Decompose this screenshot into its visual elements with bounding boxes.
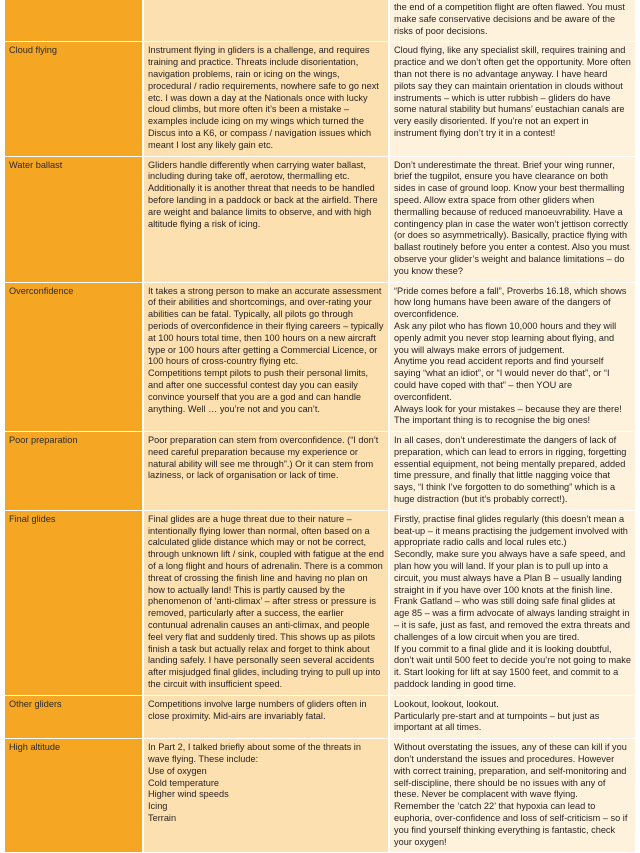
table-row (5, 282, 635, 432)
topic-label: Other gliders (9, 698, 62, 709)
threat-text: It takes a strong person to make an accurate assessment of their abilities and shortcomings, and over-rating your abilities can be fatal. Typically, all pilots go through periods of overconfidence in their flying careers – typically at 100 hours total time, then 100 hours on a new aircraft type or 100 hours after getting a Commercial Licence, or 100 hours of cross-country flying etc. (148, 285, 384, 367)
table-row (5, 510, 635, 695)
topic-cell (5, 510, 143, 695)
advice-text: Always look for your mistakes – because they are there! The important thing is to recognise the big ones! (394, 403, 622, 426)
topic-cell (5, 156, 143, 282)
advice-text: the end of a competition flight are often flawed. You must make safe conservative decisions and be aware of the risks of poor decisions. (394, 2, 625, 36)
advice-cell (389, 42, 635, 156)
threat-cell (143, 42, 389, 156)
topic-label: High altitude (9, 742, 61, 753)
threat-text: Gliders handle differently when carrying water ballast, including during take off, aerotow, thermalling etc. Additionally it is another threat that needs to be handled before landing in a paddock or back at the airfield. There are weight and balance limits to observe, and with high altitude flying a risk of icing. (148, 159, 378, 229)
topic-cell (5, 282, 143, 432)
threat-text: Poor preparation can stem from overconfidence. (“I don’t need careful preparation because my experience or natural ability will see me through”.) Or it can stem from laziness, or lack of organisation or lack of time. (148, 435, 379, 481)
threat-text: In Part 2, I talked briefly about some of the threats in wave flying. These include: (148, 742, 361, 765)
advice-text: Remember the ‘catch 22’ that hypoxia can lead to euphoria, over-confidence and loss of self-criticism – so if you find yourself thinking everything is fantastic, check your oxygen! (394, 801, 628, 847)
threat-cell (143, 510, 389, 695)
advice-cell (389, 510, 635, 695)
advice-text: Particularly pre-start and at turnpoints – but just as important at all times. (394, 710, 600, 733)
threat-cell (143, 282, 389, 432)
topic-label: Overconfidence (9, 285, 74, 296)
topic-cell (5, 739, 143, 853)
threat-list-item: Higher wind speeds (148, 789, 229, 800)
advice-cell (389, 156, 635, 282)
advice-text: In all cases, don’t underestimate the dangers of lack of preparation, which can lead to errors in rigging, forgetting essential equipment, not being mentally prepared, added time pressure, and finally that little nagging voice that says, “I think I’ve forgotten to do something” which is a huge distraction (but it’s probably correct!). (394, 435, 627, 505)
threat-text: Competitions tempt pilots to push their personal limits, and after one successful contest day you can easily convince yourself that you are a god and can handle anything. Well … you’re not and you can’t. (148, 368, 369, 414)
threat-cell (143, 432, 389, 511)
threat-text: Competitions involve large numbers of gliders often in close proximity. Mid-airs are invariably fatal. (148, 698, 367, 721)
threat-cell (143, 156, 389, 282)
threat-cell (143, 695, 389, 738)
table-row (5, 432, 635, 511)
threat-cell (143, 739, 389, 853)
advice-text: Cloud flying, like any specialist skill, requires training and practice and we don’t often get the opportunity. More often than not there is no advantage anyway. I have heard pilots say they can maintain orientation in clouds without instruments – which is utter rubbish – gliders do have some natural stability but humans’ eustachian canals are very easily disoriented. If you’re not an expert in instrument flying don’t try it in a contest! (394, 45, 631, 138)
topic-label: Water ballast (9, 159, 63, 170)
advice-text: “Pride comes before a fall”, Proverbs 16.18, which shows how long humans have been aware of the dangers of overconfidence. (394, 285, 627, 320)
topic-label: Poor preparation (9, 435, 78, 446)
advice-text: Frank Gatland – who was still doing safe final glides at age 85 – was a firm advocate of always landing straight in – it is safe, just as fast, and removed the extra threats and challenges of a low circuit when you are tired. (394, 596, 630, 642)
table-row (5, 156, 635, 282)
advice-text: Secondly, make sure you always have a safe speed, and plan how you will land. If your plan is to pull up into a circuit, you must always have a Plan B – usually landing straight in if you have over 100 knots at the finish line. (394, 549, 626, 595)
topic-cell (5, 695, 143, 738)
threats-table (5, 0, 635, 853)
topic-cell (5, 432, 143, 511)
threat-list-item: Cold temperature (148, 777, 219, 788)
advice-text: Anytime you read accident reports and find yourself saying “what an idiot”, or “I would never do that”, or “I could have coped with that” – then YOU are overconfident. (394, 356, 610, 402)
table-row (5, 0, 635, 42)
threat-list-item: Terrain (148, 813, 177, 823)
threat-list-item: Use of oxygen (148, 765, 207, 776)
topic-label: Cloud flying (9, 45, 58, 56)
threat-text: Final glides are a huge threat due to their nature – intentionally flying lower than normal, often based on a calculated glide distance which may or not be correct, through unknown lift / sink, coupled with fatigue at the end of a long flight and hours of adrenalin. There is a common threat of crossing the finish line and having no plan on how to actually land! This is partly caused by the phenomenon of ‘anti-climax’ – after stress or pressure is removed, particularly after a success, the earlier contunual adrenalin causes an anti-climax, and people feel very flat and suddenly tired. This shows up as pilots finish a task but actually relax and forget to think about landing safely. I have personally seen several accidents after misjudged final glides, including trying to pull up into the circuit with insufficient speed. (148, 513, 384, 690)
table-row (5, 739, 635, 853)
advice-text: Ask any pilot who has flown 10,000 hours and they will openly admit you never stop learning about flying, and you will always make errors of judgement. (394, 320, 617, 355)
topic-label: Final glides (9, 513, 56, 524)
topic-cell (5, 0, 143, 42)
advice-text: Lookout, lookout, lookout. (394, 698, 499, 709)
advice-cell (389, 739, 635, 853)
advice-cell (389, 695, 635, 738)
advice-text: Don’t underestimate the threat. Brief your wing runner, brief the tugpilot, ensure you have clearance on both sides in case of ground loop. Know your best thermalling speed. Allow extra space from other gliders when thermalling because of reduced manoeuvrability. Have a contingency plan in case the water won’t jettison correctly (or does so asymmetrically). Basically, practice flying with ballast routinely before you enter a contest. Also you must observe your glider’s weight and balance limitations – do you know these? (394, 159, 630, 276)
topic-cell (5, 42, 143, 156)
advice-cell (389, 282, 635, 432)
threat-text: Instrument flying in gliders is a challenge, and requires training and practice. Threats include disorientation, navigation problems, rain or icing on the wings, procedural / radio requirements, nowhere safe to go next etc. I was down a day at the Nationals once with lucky cloud climbs, but more often it’s been a mistake – examples include icing on my wings which turned the Discus into a K6, or compass / navigation issues which meant I lost any likely gain etc. (148, 45, 379, 150)
advice-text: Without overstating the issues, any of these can kill if you don’t understand the issues and procedures. However with correct training, preparation, and self-monitoring and self-discipline, there should be no issues with any of these. Never be complacent with wave flying. (394, 742, 627, 800)
threat-list-item: Icing (148, 801, 168, 812)
advice-cell (389, 432, 635, 511)
advice-cell (389, 0, 635, 42)
table-row (5, 695, 635, 738)
advice-text: If you commit to a final glide and it is looking doubtful, don’t wait until 500 feet to decide you’re not going to make it. Start looking for lift at say 1500 feet, and commit to a paddock landing in good time. (394, 643, 631, 690)
threat-cell (143, 0, 389, 42)
advice-text: Firstly, practise final glides regularly (this doesn’t mean a beat-up – it means practising the judgement involved with appropriate radio calls and local rules etc.) (394, 513, 628, 548)
table-row (5, 42, 635, 156)
